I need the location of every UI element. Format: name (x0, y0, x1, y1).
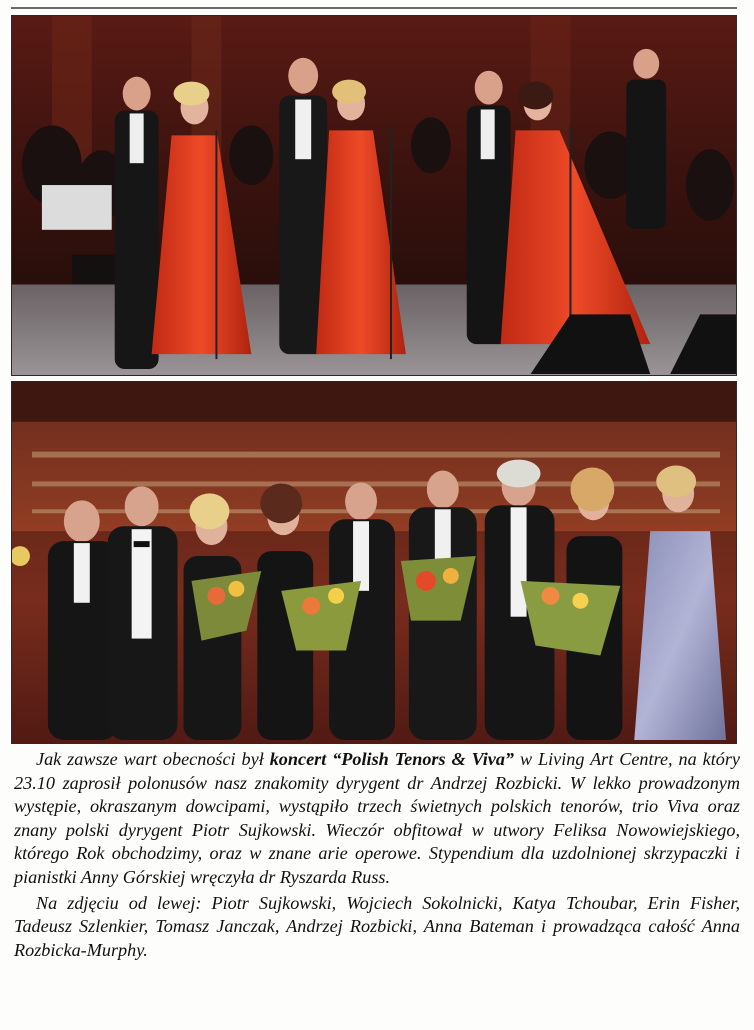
caption-paragraph-1 (14, 748, 740, 890)
group-photo-illustration (12, 382, 736, 743)
concert-photo-illustration (12, 16, 736, 375)
photo-caption (14, 748, 740, 962)
caption-paragraph-2: Na zdjęciu od lewej: Piotr Sujkowski, Wojciech Sokolnicki, Katya Tchoubar, Erin Fisher, Tadeusz Szlenkier, Tomasz Janczak, Andrzej Rozbicki, Anna Bateman i prowadząca całość Anna Rozbicka-Murphy. (14, 892, 740, 960)
concert-photo (11, 15, 737, 376)
caption-event-name: koncert “Polish Tenors & Viva” (269, 749, 515, 769)
caption-intro: Jak zawsze wart obecności był (36, 749, 270, 769)
group-photo (11, 381, 737, 744)
caption-description: w Living Art Centre, na który 23.10 zaprosił polonusów nasz znakomity dyrygent dr Andrzej Rozbicki. W lekko prowadzonym występie, okraszanym dowcipami, wystąpiło trzech świetnych polskich tenorów, trio Viva oraz znany polski dyrygent Piotr Sujkowski. Wieczór obfitował w utwory Feliksa Nowowiejskiego, którego Rok obchodzimy, oraz w znane arie operowe. Stypendium dla uzdolnionej skrzypaczki i pianistki Anny Górskiej wręczyła dr Ryszarda Russ. (14, 749, 740, 887)
top-rule (11, 7, 737, 9)
